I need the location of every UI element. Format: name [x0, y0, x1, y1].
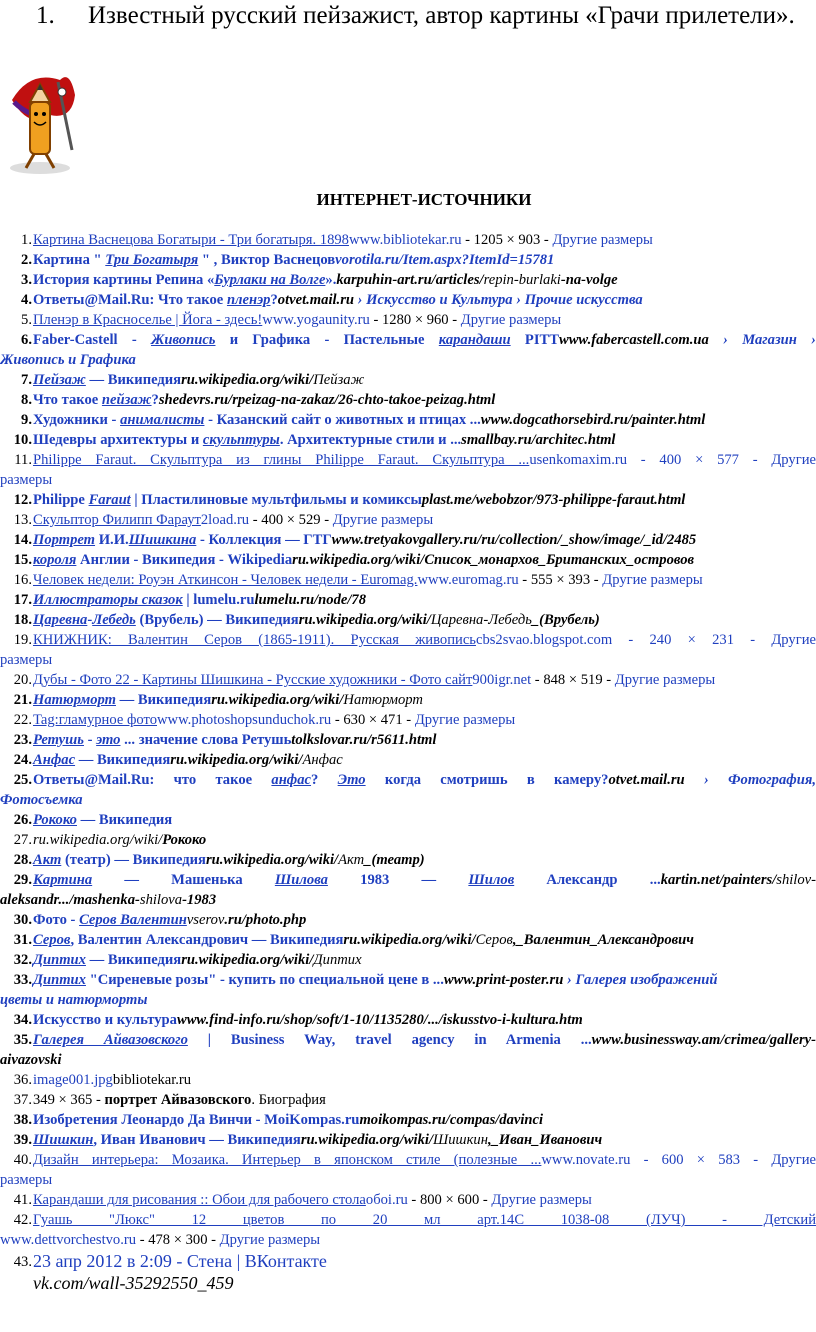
source-link[interactable]: Серов — [33, 932, 71, 948]
source-link[interactable]: Диптих — [33, 972, 86, 988]
item-number: 22. — [13, 712, 32, 728]
item-number: 19. — [13, 632, 32, 648]
other-sizes-link[interactable]: Другие размеры — [219, 1232, 321, 1248]
source-link[interactable]: Галерея Айвазовского — [33, 1032, 188, 1048]
source-link[interactable]: анималисты — [120, 412, 205, 428]
other-sizes-link[interactable]: Другие размеры — [491, 1192, 592, 1208]
list-item: 10. Шедевры архитектуры и скульптуры. Архитектурные стили и ...smallbay.ru/architec.html — [13, 432, 616, 448]
list-item: 42. Гуашь "Люкс" 12 цветов по 20 мл арт.14С 1038-08 (ЛУЧ) - Детский www.dettvorchestvo.ru - 478 × 300 - Другие размеры — [0, 1212, 816, 1248]
item-number: 15. — [13, 552, 32, 568]
list-item: 17. Иллюстраторы сказок | lumelu.rulumelu.ru/node/78 — [13, 592, 366, 608]
source-link[interactable]: Серов Валентин — [79, 912, 187, 928]
source-link[interactable]: Изобретения Леонардо Да Винчи - MoiKompas.ru — [33, 1112, 360, 1128]
item-number: 6. — [21, 332, 32, 348]
list-item: 14. Портрет И.И.Шишкина - Коллекция — ГТГwww.tretyakovgallery.ru/ru/collection/_show/image/_id/2485 — [13, 532, 697, 548]
other-sizes-link[interactable]: Другие размеры — [602, 572, 703, 588]
source-link[interactable]: Шишкин — [33, 1132, 94, 1148]
list-item: 6. Faber-Castell - Живопись и Графика - Пастельные карандаши PITTwww.fabercastell.com.ua › Магазин › Живопись и Графика — [0, 332, 816, 368]
item-number: 23. — [13, 732, 32, 748]
list-item: 37. 349 × 365 - портрет Айвазовского. Биография — [13, 1092, 326, 1108]
item-number: 11. — [14, 452, 32, 468]
list-item: 16. Человек недели: Роуэн Аткинсон - Человек недели - Euromag.www.euromag.ru - 555 × 393 - Другие размеры — [13, 572, 703, 588]
other-sizes-link[interactable]: Другие размеры — [614, 672, 716, 688]
item-number: 7. — [21, 372, 32, 388]
item-number: 39. — [13, 1132, 32, 1148]
item-number: 40. — [13, 1152, 32, 1168]
list-item: 33. Диптих "Сиреневые розы" - купить по специальной цене в ...www.print-poster.ru › Галерея изображений цветы и натюрморты — [0, 972, 718, 1008]
list-item: 20. Дубы - Фото 22 - Картины Шишкина - Русские художники - Фото сайт900igr.net - 848 × 519 - Другие размеры — [13, 672, 716, 688]
list-item: 2. Картина " Три Богатыря " , Виктор Васнецовvorotila.ru/Item.aspx?ItemId=15781 — [21, 252, 555, 268]
item-number: 8. — [21, 392, 32, 408]
source-link[interactable]: Картина Васнецова Богатыри - Три богатыря. 1898 — [33, 232, 349, 248]
list-item: 1. Картина Васнецова Богатыри - Три богатыря. 1898www.bibliotekar.ru - 1205 × 903 - Другие размеры — [21, 232, 653, 248]
item-number: 29. — [13, 872, 32, 888]
item-number: 4. — [21, 292, 32, 308]
item-number: 5. — [21, 312, 32, 328]
item-number: 14. — [13, 532, 32, 548]
item-number: 34. — [13, 1012, 32, 1028]
list-item: 38. Изобретения Леонардо Да Винчи - MoiKompas.rumoikompas.ru/compas/davinci — [13, 1112, 544, 1128]
source-link[interactable]: Бурлаки на Волге — [214, 272, 326, 288]
item-number: 37. — [13, 1092, 32, 1108]
source-link[interactable]: скульптуры — [202, 432, 280, 448]
item-number: 18. — [13, 612, 32, 628]
item-number: 1. — [21, 232, 32, 248]
source-link[interactable]: пленэр — [226, 292, 271, 308]
item-number: 9. — [21, 412, 32, 428]
source-link[interactable]: Иллюстраторы сказок — [33, 592, 183, 608]
item-number: 30. — [13, 912, 32, 928]
source-link[interactable]: Картина — [33, 872, 93, 888]
item-number: 35. — [13, 1032, 32, 1048]
list-item: 35. Галерея Айвазовского | Business Way, travel agency in Armenia ...www.businessway.am/crimea/gallery- aivazovski — [0, 1032, 816, 1068]
item-number: 25. — [13, 772, 32, 788]
list-item: 41. Карандаши для рисования :: Обои для рабочего столаобoi.ru - 800 × 600 - Другие размеры — [13, 1192, 592, 1208]
list-item: 25. Ответы@Mail.Ru: что такое анфас? Это когда смотришь в камеру?otvet.mail.ru › Фотография, Фотосъемка — [0, 772, 816, 808]
source-link[interactable]: Натюрморт — [33, 692, 116, 708]
source-link[interactable]: Пейзаж — [33, 372, 86, 388]
question-1 — [36, 2, 795, 30]
item-number: 38. — [13, 1112, 32, 1128]
list-item: 19. КНИЖНИК: Валентин Серов (1865-1911). Русская живописьcbs2svao.blogspot.com - 240 × 231 - Другие размеры — [0, 632, 816, 668]
list-item: 13. Скульптор Филипп Фараут2load.ru - 400 × 529 - Другие размеры — [13, 512, 434, 528]
list-item: 9. Художники - анималисты - Казанский сайт о животных и птицах ...www.dogcathorsebird.ru/painter.html — [21, 412, 706, 428]
sources-list — [0, 230, 816, 1294]
list-item: 30. Фото - Серов Валентинvserov.ru/photo.php — [13, 912, 307, 928]
list-item: 26. Рококо — Википедия — [13, 812, 173, 828]
source-link[interactable]: Карандаши для рисования :: Обои для рабочего стола — [33, 1192, 366, 1208]
list-item: 15. короля Англии - Википедия - Wikipediaru.wikipedia.org/wiki/Список_монархов_Британских_островов — [13, 552, 695, 568]
question-text: Известный русский пейзажист, автор картины «Грачи прилетели». — [88, 2, 795, 29]
source-link[interactable]: Рококо — [33, 812, 77, 828]
list-item: 27. ru.wikipedia.org/wiki/Рококо — [13, 832, 207, 848]
source-link[interactable]: 23 апр 2012 в 2:09 - Стена | ВКонтакте — [33, 1251, 327, 1271]
other-sizes-link[interactable]: Другие размеры — [460, 312, 562, 328]
source-link[interactable]: Ретушь — [33, 732, 84, 748]
source-link[interactable]: Дизайн интерьера: Мозаика. Интерьер в японском стиле (полезные ... — [33, 1152, 542, 1168]
item-number: 12. — [13, 492, 32, 508]
source-link[interactable]: Акт — [33, 852, 62, 868]
source-link[interactable]: Диптих — [33, 952, 86, 968]
item-number: 32. — [13, 952, 32, 968]
other-sizes-link[interactable]: Другие размеры — [552, 232, 653, 248]
list-item: 7. Пейзаж — Википедияru.wikipedia.org/wiki/Пейзаж — [21, 372, 365, 388]
item-number: 28. — [13, 852, 32, 868]
list-item: 11. Philippe Faraut. Скульптура из глины Philippe Faraut. Скульптура ...usenkomaxim.ru - 400 × 577 - Другие размеры — [0, 452, 816, 488]
list-item: 32. Диптих — Википедияru.wikipedia.org/wiki/Диптих — [13, 952, 362, 968]
pencil-palette-icon — [0, 40, 110, 180]
source-link[interactable]: короля — [33, 552, 77, 568]
source-link[interactable]: Человек недели: Роуэн Аткинсон - Человек недели - Euromag. — [33, 572, 418, 588]
item-number: 10. — [13, 432, 32, 448]
source-link[interactable]: Пленэр в Красноселье | Йога - здесь! — [33, 312, 263, 328]
list-item: 18. Царевна-Лебедь (Врубель) — Википедияru.wikipedia.org/wiki/Царевна-Лебедь_(Врубель) — [13, 612, 600, 628]
source-link[interactable]: Philippe Faraut. Скульптура из глины Philippe Faraut. Скульптура ... — [33, 452, 530, 468]
item-number: 16. — [13, 572, 32, 588]
item-number: 31. — [13, 932, 32, 948]
item-number: 27. — [13, 832, 32, 848]
source-link[interactable]: Три Богатыря — [105, 252, 199, 268]
source-link[interactable]: Скульптор Филипп Фараут — [33, 512, 201, 528]
item-number: 26. — [13, 812, 32, 828]
list-item: 21. Натюрморт — Википедияru.wikipedia.org/wiki/Натюрморт — [13, 692, 423, 708]
list-item: 40. Дизайн интерьера: Мозаика. Интерьер в японском стиле (полезные ...www.novate.ru - 600 × 583 - Другие размеры — [0, 1152, 816, 1188]
source-link[interactable]: Царевна — [33, 612, 88, 628]
source-link[interactable]: анфас — [271, 772, 312, 788]
source-link[interactable]: КНИЖНИК: Валентин Серов (1865-1911). Русская живопись — [33, 632, 476, 648]
source-link[interactable]: Портрет — [33, 532, 96, 548]
source-link[interactable]: Tag:гламурное фото — [33, 712, 158, 728]
sources-heading: ИНТЕРНЕТ-ИСТОЧНИКИ — [316, 190, 532, 209]
list-item: 31. Серов, Валентин Александрович — Википедияru.wikipedia.org/wiki/Серов,_Валентин_Александрович — [13, 932, 694, 948]
item-number: 17. — [13, 592, 32, 608]
item-number: 33. — [13, 972, 32, 988]
list-item: 34. Искусство и культураwww.find-info.ru/shop/soft/1-10/1135280/.../iskusstvo-i-kultura.htm — [13, 1012, 583, 1028]
list-item: 24. Анфас — Википедияru.wikipedia.org/wiki/Анфас — [13, 752, 343, 768]
list-item: 12. Philippe Faraut | Пластилиновые мультфильмы и комиксыplast.me/webobzor/973-philippe-faraut.html — [13, 492, 686, 508]
item-number: 2. — [21, 252, 32, 268]
item-number: 20. — [13, 672, 32, 688]
list-item: 36. image001.jpgbibliotekar.ru — [13, 1072, 192, 1088]
item-number: 21. — [13, 692, 32, 708]
list-item: 43. 23 апр 2012 в 2:09 - Стена | ВКонтакте vk.com/wall-35292550_459 — [13, 1251, 327, 1293]
item-number: 43. — [13, 1254, 32, 1270]
item-number: 3. — [21, 272, 32, 288]
item-number: 13. — [13, 512, 32, 528]
list-item: 8. Что такое пейзаж?shedevrs.ru/rpeizag-na-zakaz/26-chto-takoe-peizag.html — [21, 392, 496, 408]
list-item: 22. Tag:гламурное фотоwww.photoshopsunduchok.ru - 630 × 471 - Другие размеры — [13, 712, 516, 728]
item-number: 36. — [13, 1072, 32, 1088]
source-link[interactable]: Дубы - Фото 22 - Картины Шишкина - Русские художники - Фото сайт — [33, 672, 473, 688]
item-number: 41. — [13, 1192, 32, 1208]
list-item: 3. История картины Репина «Бурлаки на Волге».karpuhin-art.ru/articles/repin-burlaki-na-volge — [21, 272, 618, 288]
source-link[interactable]: image001.jpg — [33, 1072, 113, 1088]
list-item: 39. Шишкин, Иван Иванович — Википедияru.wikipedia.org/wiki/Шишкин,_Иван_Иванович — [13, 1132, 603, 1148]
list-item: 23. Ретушь - это ... значение слова Ретушьtolkslovar.ru/r5611.html — [13, 732, 437, 748]
question-number: 1. — [36, 2, 55, 29]
source-link[interactable]: Живопись — [150, 332, 216, 348]
source-link[interactable]: Анфас — [33, 752, 76, 768]
list-item: 5. Пленэр в Красноселье | Йога - здесь!www.yogaunity.ru - 1280 × 960 - Другие размеры — [21, 312, 562, 328]
source-link[interactable]: Faraut — [88, 492, 131, 508]
source-link[interactable]: Гуашь "Люкс" 12 цветов по 20 мл арт.14С 1038-08 (ЛУЧ) - Детский — [33, 1212, 816, 1228]
item-number: 24. — [13, 752, 32, 768]
list-item: 4. Ответы@Mail.Ru: Что такое пленэр?otvet.mail.ru › Искусство и Культура › Прочие искусства — [21, 292, 643, 308]
other-sizes-link[interactable]: Другие размеры — [332, 512, 434, 528]
other-sizes-link[interactable]: Другие размеры — [414, 712, 516, 728]
list-item: 28. Акт (театр) — Википедияru.wikipedia.org/wiki/Акт_(театр) — [13, 852, 425, 868]
item-number: 42. — [13, 1212, 32, 1228]
source-link[interactable]: пейзаж — [101, 392, 152, 408]
list-item: 29. Картина — Машенька Шилова 1983 — Шилов Александр ...kartin.net/painters/shilov- aleksandr.../mashenka-shilova-1983 — [0, 872, 816, 908]
source-link[interactable]: Искусство и культура — [33, 1012, 177, 1028]
